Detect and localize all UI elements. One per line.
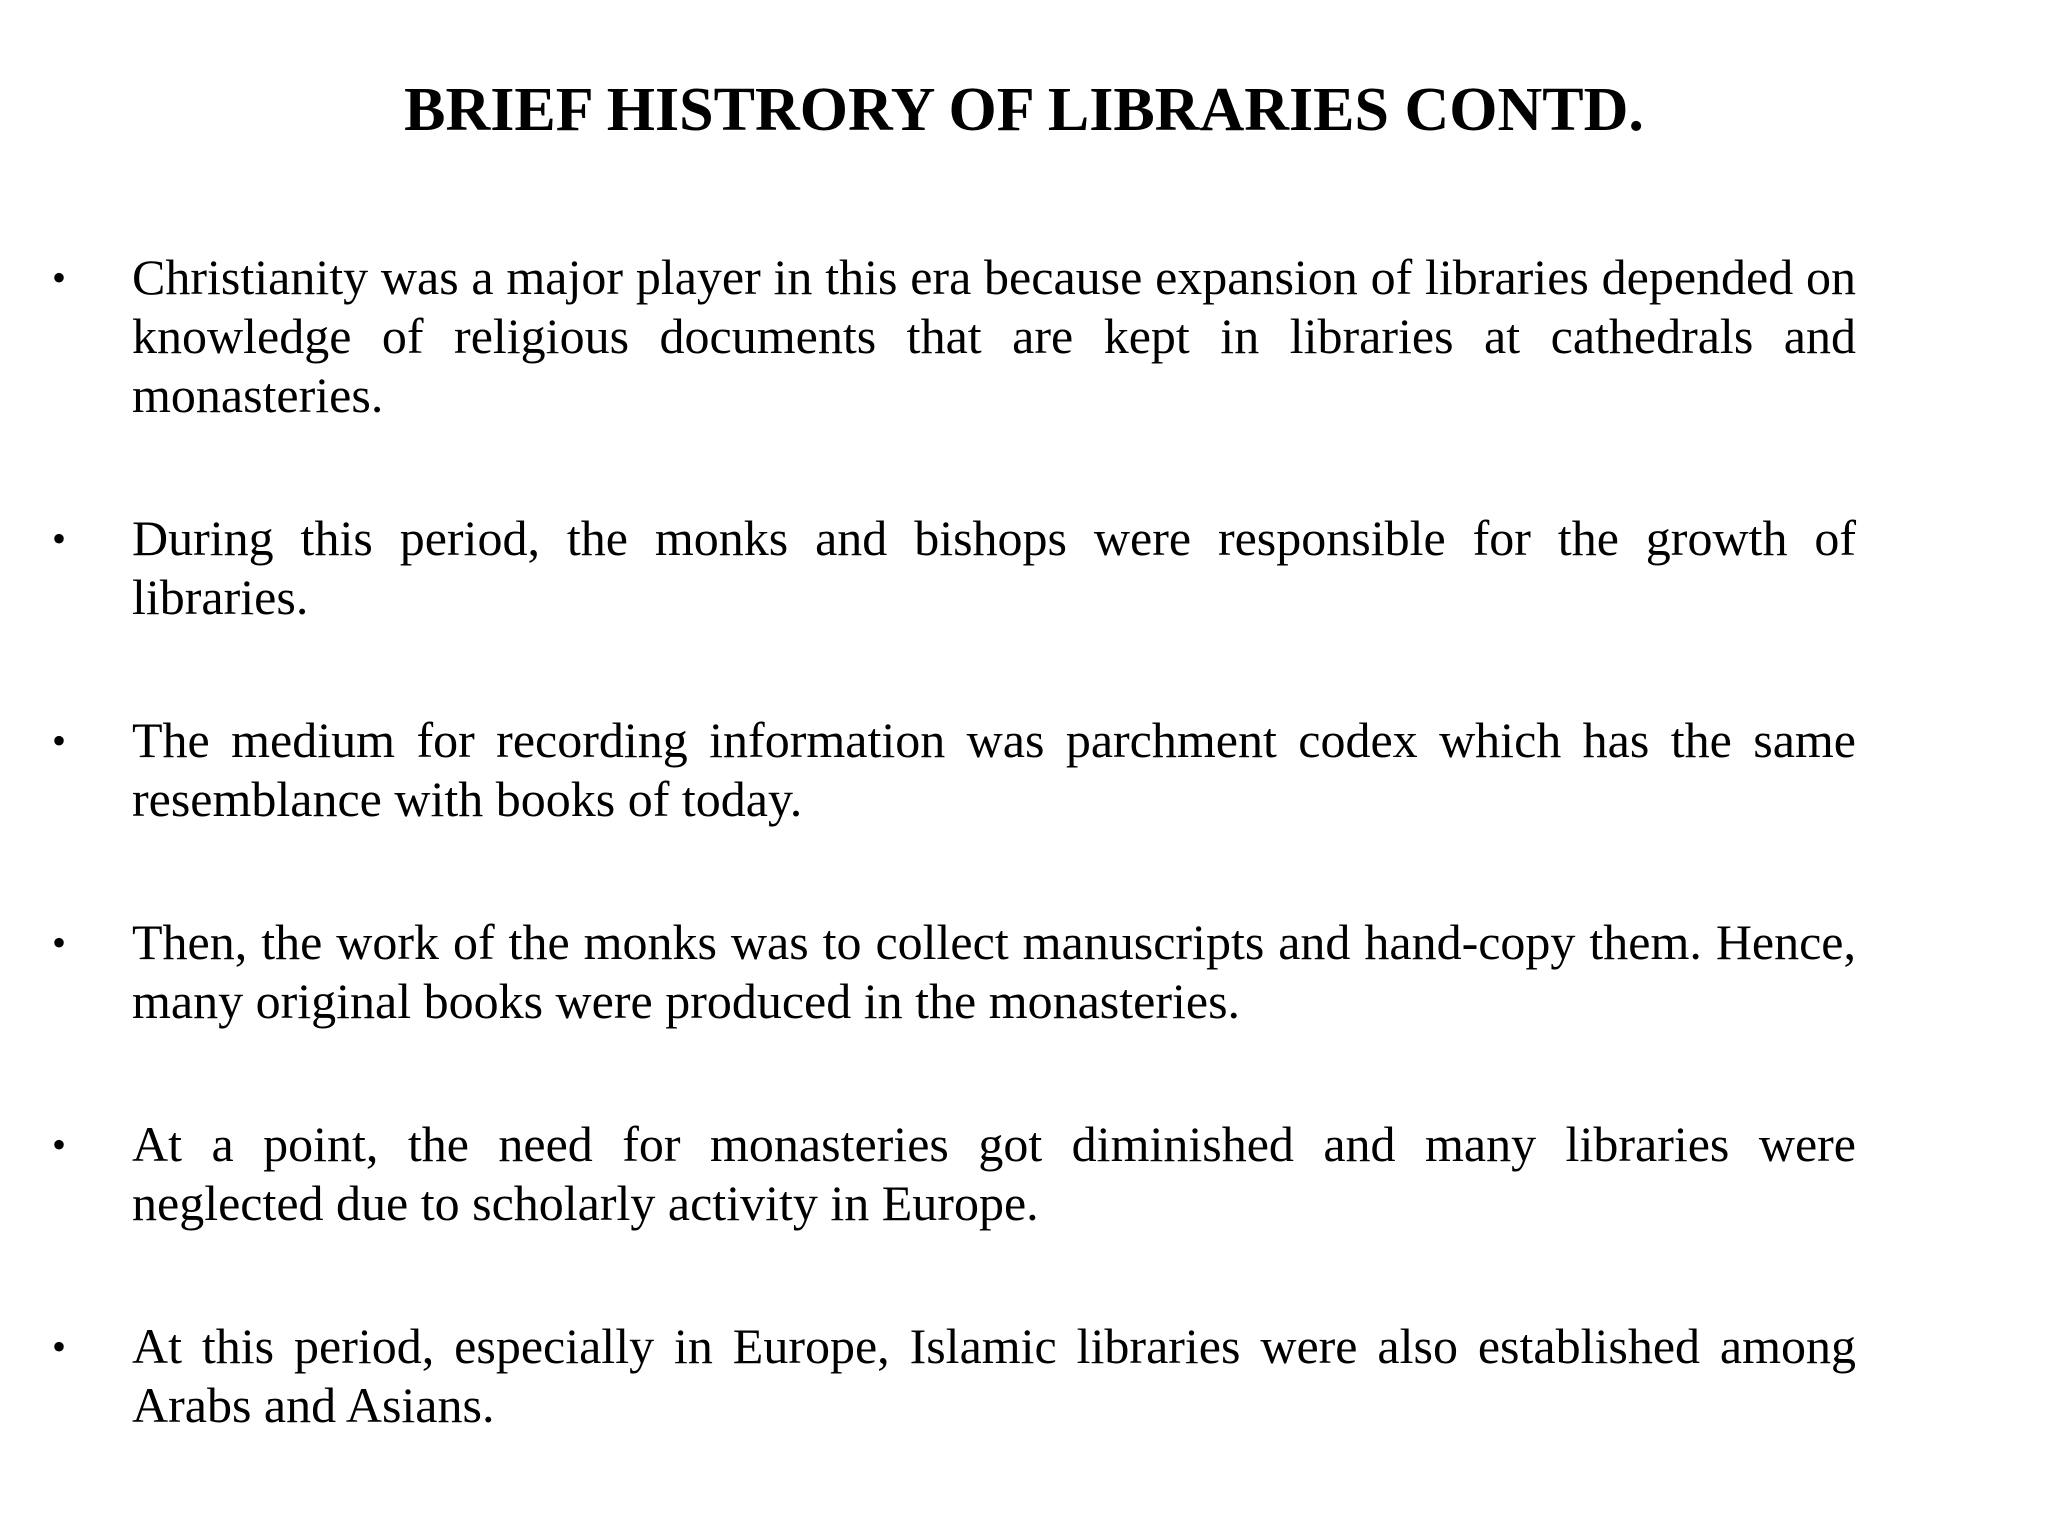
bullet-text: At this period, especially in Europe, Islamic libraries were also established among Arabs and Asians. — [132, 1318, 1856, 1433]
bullet-item — [0, 509, 1856, 627]
bullet-text: During this period, the monks and bishops were responsible for the growth of libraries. — [132, 510, 1856, 625]
slide-title: BRIEF HISTRORY OF LIBRARIES CONTD. — [404, 76, 1644, 144]
bullet-item — [0, 913, 1856, 1031]
bullet-icon: • — [52, 1324, 67, 1369]
bullet-item — [0, 1115, 1856, 1233]
bullet-icon: • — [52, 718, 67, 763]
bullet-list — [0, 248, 2048, 1435]
bullet-item — [0, 711, 1856, 829]
bullet-icon: • — [52, 255, 67, 300]
bullet-text: Christianity was a major player in this era because expansion of libraries depended on knowledge of religious documents that are kept in libraries at cathedrals and monasteries. — [132, 249, 1856, 423]
bullet-text: At a point, the need for monasteries got diminished and many libraries were neglected due to scholarly activity in Europe. — [132, 1116, 1856, 1231]
bullet-text: The medium for recording information was parchment codex which has the same resemblance with books of today. — [132, 712, 1856, 827]
bullet-icon: • — [52, 516, 67, 561]
bullet-text: Then, the work of the monks was to collect manuscripts and hand-copy them. Hence, many original books were produced in the monasteries. — [132, 914, 1856, 1029]
bullet-icon: • — [52, 1122, 67, 1167]
bullet-icon: • — [52, 920, 67, 965]
bullet-item — [0, 248, 1856, 425]
bullet-item — [0, 1317, 1856, 1435]
